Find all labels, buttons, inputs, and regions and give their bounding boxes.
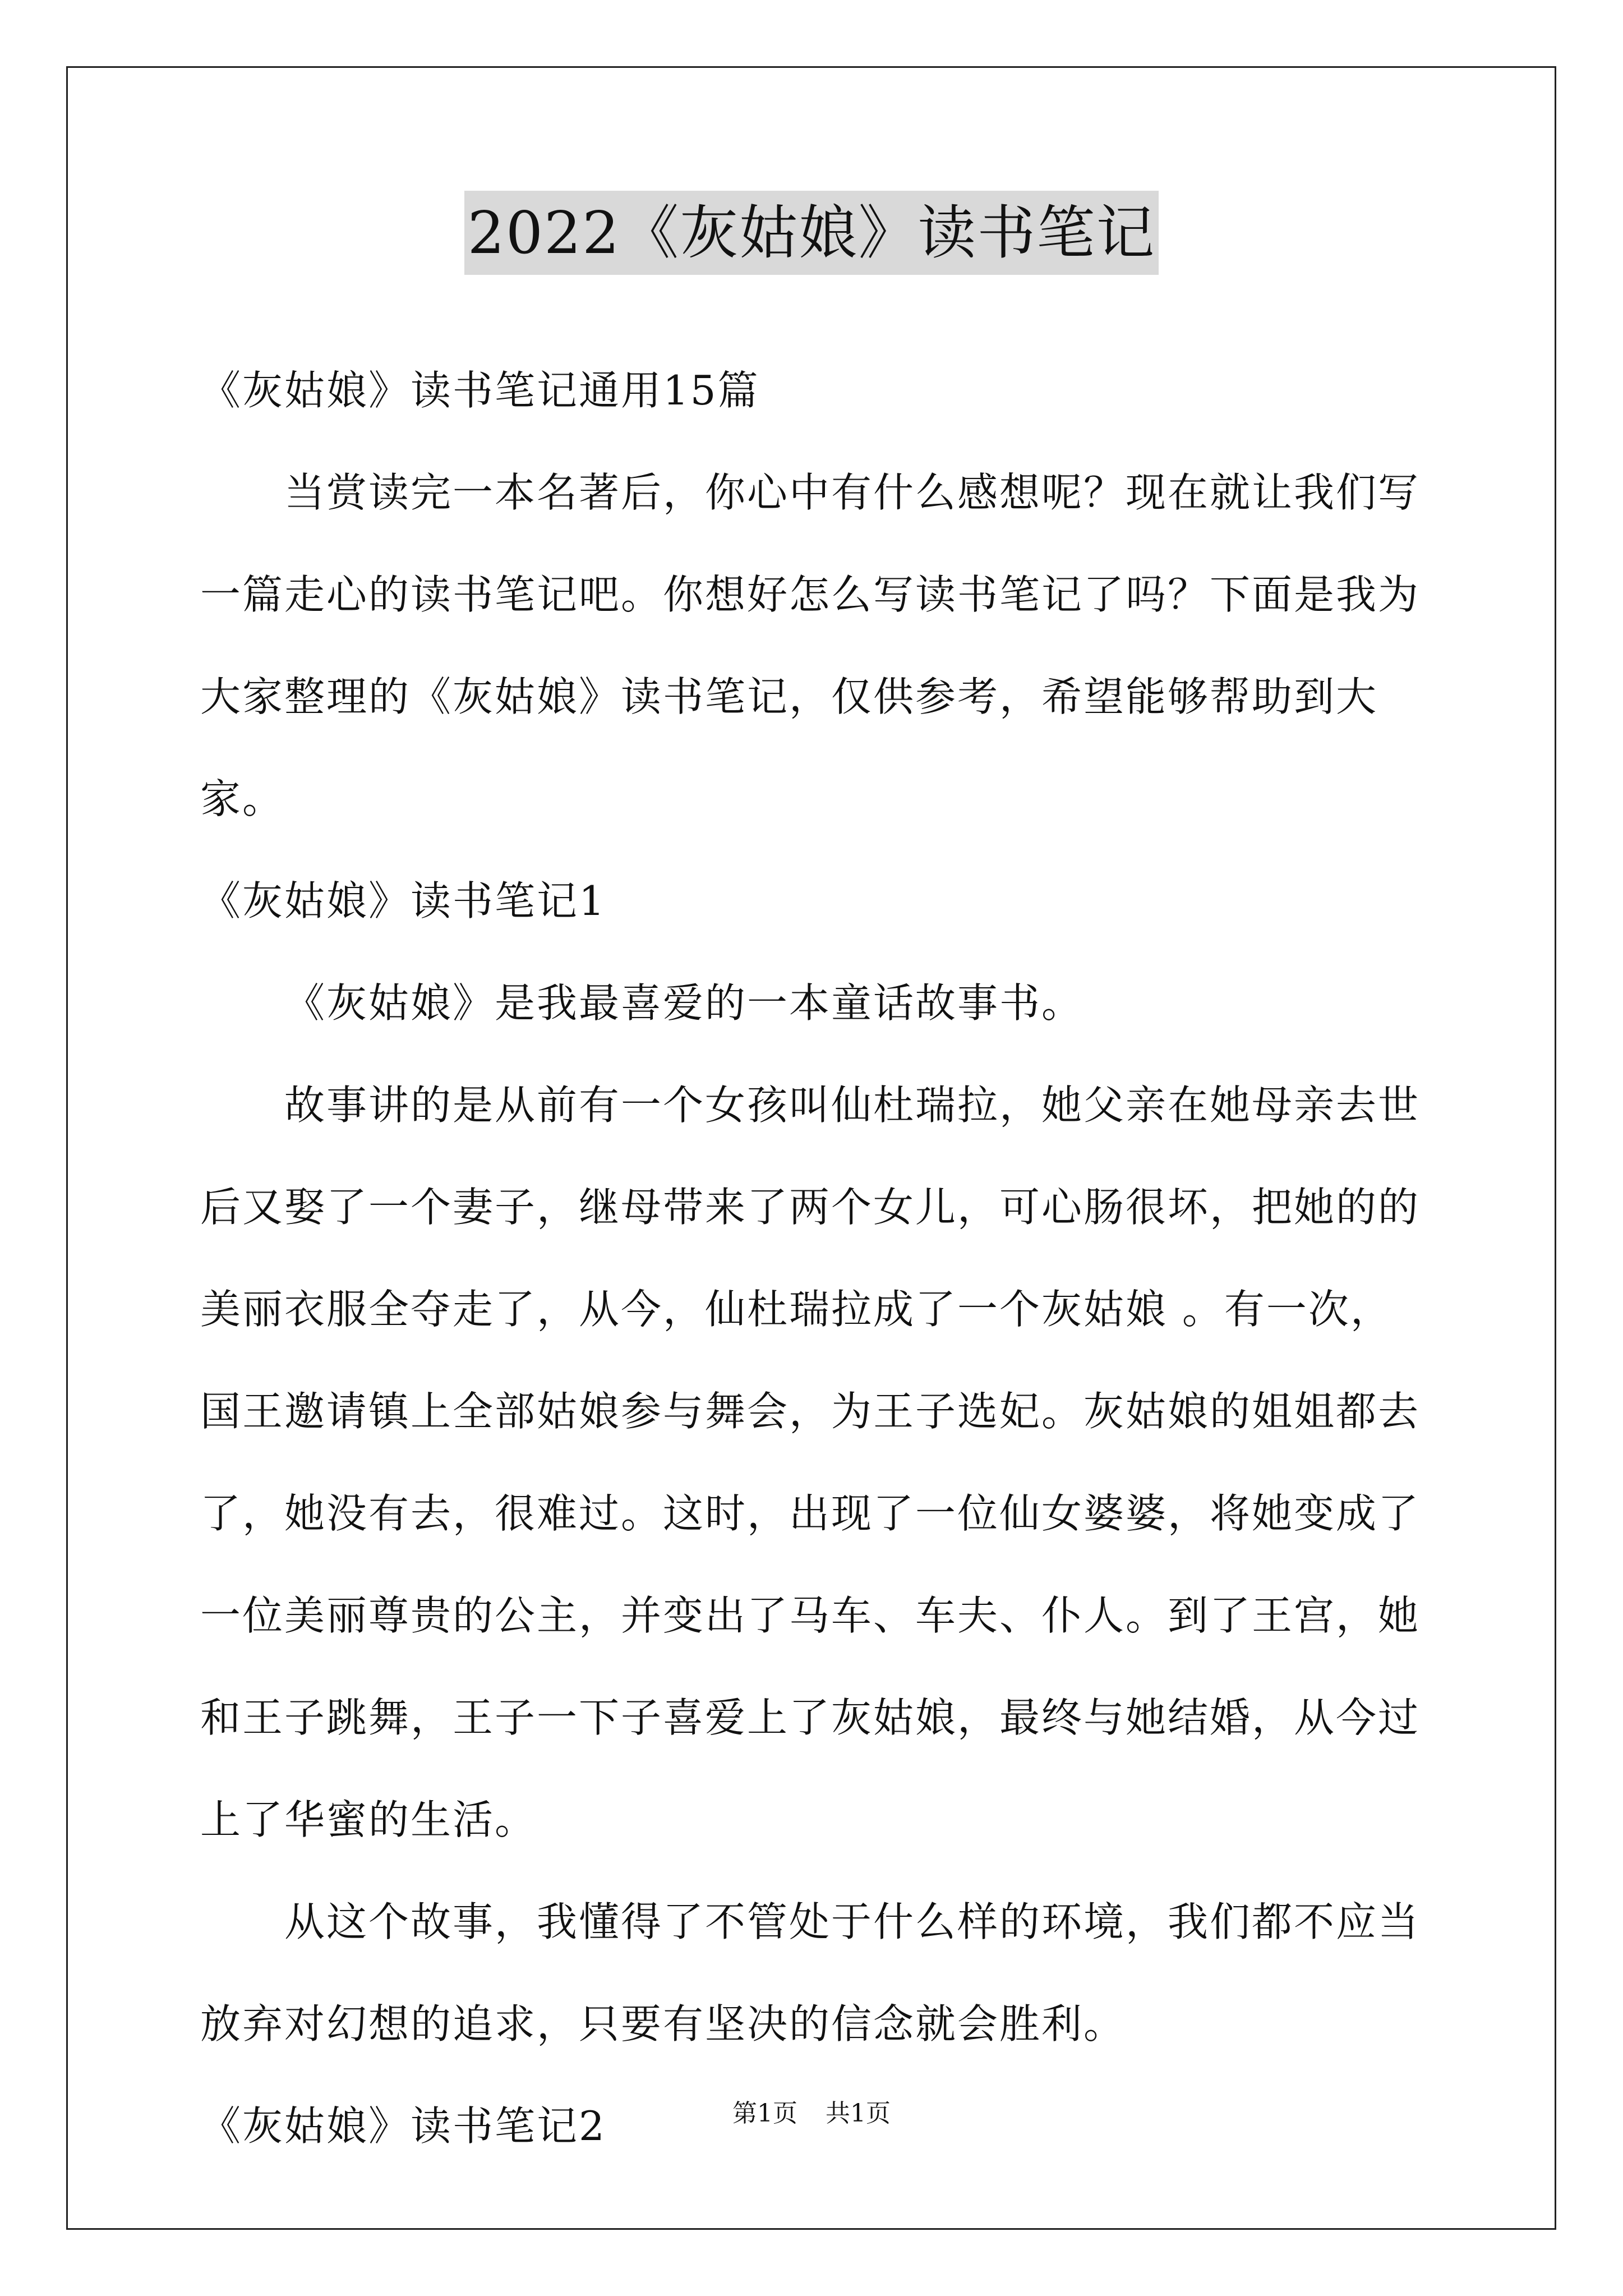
body-paragraph: 故事讲的是从前有一个女孩叫仙杜瑞拉，她父亲在她母亲去世后又娶了一个妻子，继母带来了两个女儿，可心肠很坏，把她的的美丽衣服全夺走了，从今，仙杜瑞拉成了一个灰姑娘 。有一次，国王邀请镇上全部姑娘参与舞会，为王子选妃。灰姑娘的姐姐都去了，她没有去，很难过。这时，出现了一位仙女婆婆，将她变成了一位美丽尊贵的公主，并变出了马车、车夫、仆人。到了王宫，她和王子跳舞，王子一下子喜爱上了灰姑娘，最终与她结婚，从今过上了华蜜的生活。 — [200, 1082, 1421, 1843]
page-number: 第1页 — [732, 2099, 797, 2128]
page-title: 2022《灰姑娘》读书笔记 — [464, 191, 1159, 275]
section-heading-2: 《灰姑娘》读书笔记2 — [200, 2102, 606, 2150]
page-footer — [0, 2097, 1623, 2131]
document-body — [200, 339, 1434, 2177]
body-paragraph: 《灰姑娘》是我最喜爱的一本童话故事书。 — [284, 979, 1084, 1027]
subtitle-heading: 《灰姑娘》读书笔记通用15篇 — [200, 367, 760, 414]
title-container — [0, 191, 1623, 275]
body-paragraph: 从这个故事，我懂得了不管处于什么样的环境，我们都不应当放弃对幻想的追求，只要有坚决的信念就会胜利。 — [200, 1898, 1421, 2047]
intro-paragraph: 当赏读完一本名著后，你心中有什么感想呢？现在就让我们写一篇走心的读书笔记吧。你想好怎么写读书笔记了吗？下面是我为大家整理的《灰姑娘》读书笔记，仅供参考，希望能够帮助到大家。 — [200, 469, 1421, 822]
page-total: 共1页 — [826, 2099, 891, 2128]
section-heading-1: 《灰姑娘》读书笔记1 — [200, 877, 606, 924]
